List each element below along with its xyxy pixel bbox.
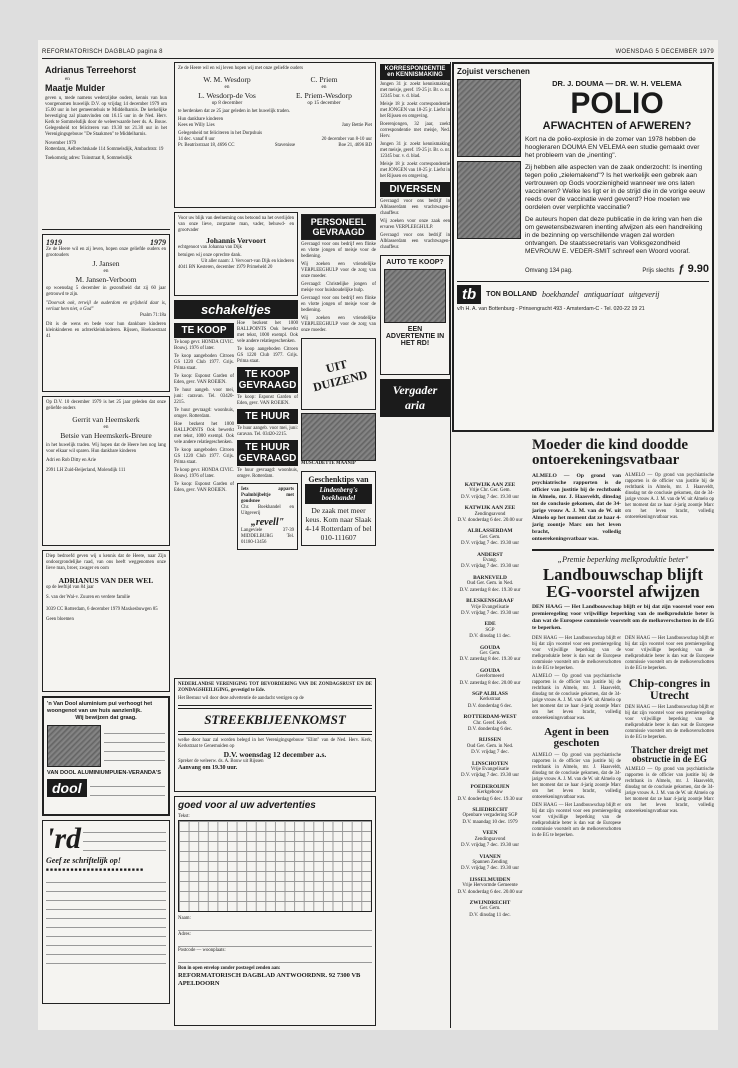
koop-item-7: Te koop aangeboden Citroen GS 1220 Club 1977. Grijs. Prima staat. [174,448,234,465]
wesdorp-priem-ad [174,62,376,208]
vergader-place: SGP ALBLASS [472,690,508,697]
landbouw-body-2: ALMELO — Op grond van psychiatrische rapporten is de officier van justitie bij de rechtbank in Almelo, mr. J. Haasveldt, dinsdag tot de conclusie gekomen, dat de 34-jarige vrouw A. J. M. van de W. uit Almelo op het moment dat ze haar 4-jarig zoontje Marc om het leven bracht, volledig ontoerekeningsvatbaar was. [532,674,621,722]
vergader-church: Vrije Hervormde Gemeente [462,883,518,889]
rd-logo: 'rd [46,822,82,855]
naam-label: Naam: [178,916,191,921]
car-illustration [384,269,446,323]
adres-line[interactable] [178,939,372,947]
announcement-date: November 1979 [45,140,77,146]
column-1 [42,62,170,1028]
vergader-date: D.V. zaterdag 8 dec. 20.00 uur [459,680,521,686]
polio-blurb-2: Zij hebben alle aspecten van de zaak onderzocht: Is inenting tegen polio „zielemakend"? Is het werkelijk een gebrek aan vertrouwen op Gods voorzienigheid wanneer we ons laten vaccineren? Welke les ligt er in de strijd die in de vorige eeuw reeds over de vaccinatie werd gevoerd? Hoe moeten we oordelen over verplichte vaccinatie? [525,164,705,211]
vergader-item [454,528,526,547]
vergader-item [454,691,526,710]
vv-sub: echtgenoot van Johanna van Dijk [178,245,242,250]
bride-name: Maatje Mulder [45,82,106,93]
vergader-item [454,761,526,780]
vergader-church: Ger. Gem. [479,906,501,912]
naam-line[interactable] [178,923,372,931]
huur-gevr-item: Te huur gevraagd: woonhuis, omgev. Rotterdam. [237,468,298,479]
vergader-item [454,621,526,640]
tb-logo: tb [457,285,481,304]
vergader-date: D.V. vrijdag 7 dec. 19.30 uur [460,866,520,872]
vergader-item [454,505,526,524]
vergader-church: Vrije Evangelisatie [470,604,510,610]
omvang: Omvang 134 pag. [525,268,573,274]
polio-title: POLIO [570,87,664,120]
korr-item-4: Jongen 31 jr. zoekt kennismaking met meisje, geref. 19-25 jr. Br. o. nr. 12345 bur. v. d. blad. [380,142,450,159]
headline-chip: Chip-congres in Utrecht [628,676,711,703]
announcement-text: geven u, mede namens wederzijdse ouders, kennis van hun voorgenomen huwelijk D.V. op vrijdag 14 december 1979 om 15.00 uur in het gemeentehuis te Middelharnis. De kerkelijke bevestiging zal plaatsvinden om 16.15 uur in de Ned. Herv. Kerk te Sommelsdijk door de weleerwaarde heer ds. A. Bouw. Gelegenheid tot feliciteren van 19.30 tot 21.30 uur in het Verenigingsgebouw "De Staakmen" te Middelharnis. [45,95,167,137]
vergader-item [454,737,526,756]
vergader-church: Kerkstraat [479,697,501,703]
vergader-church: Openbare vergadering SGP [462,813,518,819]
house-photo [47,725,101,767]
wp-name-3: C. Priem [310,75,338,84]
vergader-date: D.V. vrijdag 7 dec. [471,750,509,756]
wedding-announcement [42,62,170,230]
wp-kin-2: Jany Bettie Piet [341,123,372,129]
vergader-date: D.V. maandag 10 dec. 1979 [462,819,518,825]
zojuist-heading: Zojuist verschenen [457,67,530,76]
schakeltjes-banner: schakeltjes [174,300,298,319]
author-photo-velema [457,161,521,239]
vergader-date: D.V. vrijdag 7 dec. 19.30 uur [460,843,520,849]
korr-item-2: Meisje 18 jr. zoekt correspondentie met JONGEN van 18-25 jr. Liefst in het Rijssen en omgeving. [380,102,450,119]
heem-addr: 2991 LH Zuid-Beijerland, Molendijk 111 [46,467,126,473]
vergader-aria-banner: Vergader aria [380,379,450,417]
koop-item-8: Te koop gevr. HONDA CIVIC. Bouwj. 1976 of later. [174,468,234,479]
bon-text: Bon in open envelop zonder postzegel zenden aan: [178,966,281,971]
korr-item-1: Jongen 31 jr. zoekt kennismaking met meisje, geref. 19-25 jr. Br. o. nr. 12345 bur. v. d. blad. [380,82,450,99]
vergader-place: GOUDA [479,644,501,651]
auto-te-koop-ad [380,255,450,375]
column-3 [380,62,450,1028]
chip-body: DEN HAAG — Het Landbouwschap blijft er bij dat zijn voorstel voor een premieregeling voor vrijwillige beperking van de melkproduktie beter is dan wat de Europese commissie voorstelt om de melkoverschotten in de EG te beperken. [625,704,714,740]
prijs-value: ƒ 9.90 [678,263,709,275]
koop-item-11: Te koop aangeboden Citroen GS 1220 Club 1977. Grijs. Prima staat. [237,347,298,364]
vergader-item [454,877,526,896]
vergader-place: GOUDA [479,667,501,674]
rd-advertising-form [174,796,376,1026]
vergader-date: D.V. vrijdag 7 dec. 19.30 uur [460,494,520,500]
heem-en: en [103,424,109,430]
vergader-church: Spannen Zending [472,859,508,865]
te-huur-gevraagd-heading: TE HUUR GEVRAAGD [238,442,297,464]
header-right: WOENSDAG 5 DECEMBER 1979 [615,49,714,55]
death-age: op de leeftijd van 84 jaar [46,585,94,590]
vergader-place: ZWIJNDRECHT [469,899,511,906]
landbouw-body-3: DEN HAAG — Het Landbouwschap blijft er bij dat zijn voorstel voor een premieregeling voor vrijwillige beperking van de melkproduktie beter is dan wat de Europese commissie voorstelt om de melkoverschotten in de EG te beperken. [625,636,714,672]
heem-intro: Op D.V. 10 december 1979 is het 25 jaar geleden dat onze geliefde ouders [46,400,166,411]
wp-place: Stavenisse [274,143,296,149]
vergader-item [454,575,526,594]
vv-sig: Uit aller naam: J. Vervoort-van Dijk en kinderen [201,259,294,264]
vergader-place: BLESKENSGRAAF [466,598,514,605]
text-grid-input[interactable] [178,820,372,912]
agent-body: ALMELO — Op grond van psychiatrische rapporten is de officier van justitie bij de rechtbank in Almelo, mr. J. Haasveldt, dinsdag tot de conclusie gekomen, dat de 34-jarige vrouw A. J. M. van de W. uit Almelo op het moment dat ze haar 4-jarig zoontje Marc om het leven bracht, volledig ontoerekeningsvatbaar was. [532,752,621,800]
headline-landbouwschap: Landbouwschap blijft EG-voorstel afwijzen [542,564,704,601]
wp-intro: Ze de Heere wil en wij leven hopen wij met onze geliefde ouders [178,66,303,71]
vergader-date: D.V. vrijdag 7 dec. 19.30 uur [460,610,520,616]
uit-duizend-ad [301,338,376,410]
pers-item-4: Gevraagd voor ons bedrijf een flinke en vlotte jongen of meisje voor de bediening. [301,296,376,313]
header-left: REFORMATORISCH DAGBLAD pagina 8 [42,49,163,55]
zr-spreker: Spreker de weleerw. ds. A. Bouw uit Rijssen [178,759,264,764]
vergader-item [454,854,526,873]
vergader-church: Ger. Gem. [479,650,501,656]
adres-label: Adres: [178,932,191,937]
thatcher-body: ALMELO — Op grond van psychiatrische rapporten is de officier van justitie bij de rechtbank in Almelo, mr. J. Haasveldt, dinsdag tot de conclusie gekomen, dat de 34-jarige vrouw A. J. M. van de W. uit Almelo op het moment dat ze haar 4-jarig zoontje Marc om het leven bracht, volledig ontoerekeningsvatbaar was. [625,767,714,815]
landbouw-body-1: DEN HAAG — Het Landbouwschap blijft er bij dat zijn voorstel voor een premieregeling voor vrijwillige beperking van de melkproduktie beter is dan wat de Europese commissie voorstelt om de melkoverschotten in de EG te beperken. [532,636,621,672]
vergader-date: D.V. dinsdag 11 dec. [469,634,511,640]
bolland-address: v/h H. A. van Bottenburg - Prinsengracht 493 - Amsterdam-C - Tel. 020-22 19 21 [457,306,645,312]
streekbijeenkomst-title: STREEKBIJEENKOMST [204,712,346,727]
vergader-church: Gereformeerd [475,674,505,680]
pers-item-1: Gevraagd voor ons bedrijf een flinke en vlotte jongen of meisje voor de bediening. [301,242,376,259]
plaats-label: Postcode — woonplaats: [178,948,226,953]
vergader-date: D.V. donderdag 6 dec. [467,703,513,709]
anniv-verse: "Doorvak ook, terwijl de ouderdom en grijsheid daar is, verlaat hem niet, o God" [46,300,166,312]
death-sig: S. van der Wal-v. Zuuren en verdere familie [46,595,131,600]
vv-addr: 4041 BN Kesteren, december 1979 Primeheld 20 [178,265,273,270]
vergader-date: D.V. donderdag 6 dec. [467,727,513,732]
death-foot: Geen bloemen [46,617,74,622]
koop-item-10: Hoe bezkent het 1000 BALLPOINTS Ook bewerkt met tekst, 1000 exempl. Ook vele andere relatiegeschenken. [237,321,298,344]
vergader-date: D.V. donderdag 6 dec. 20.00 uur [457,889,523,895]
auto-heading: AUTO TE KOOP? [386,259,444,266]
wp-en-1: en [224,84,230,90]
page-header [42,48,714,59]
te-koop-gevraagd-heading: TE KOOP GEVRAAGD [238,369,297,391]
psalm-2: Chr. Boekhandel en Uitgeverij [241,505,294,516]
rd-ad-coupon: 'rd Geef ze schriftelijk op! ■ ■ ■ ■ ■ ■ ■ ■ ■ ■ ■ ■ ■ ■ ■ ■ ■ ■ ■ ■ ■ ■ ■ ■ [42,820,170,1004]
vergader-place: LINSCHOTEN [472,760,508,767]
koop-gevr-item: Te koop: Esponst Garden of Eden, gevr. VAN ROEIEN. [237,395,298,406]
psalm-1: Iets apparts Psalmbijbeltje met goudsnee [241,487,294,504]
vergader-item [454,830,526,849]
vergader-date: D.V. zaterdag 8 dec. 19.30 uur [459,587,521,593]
vergader-date: D.V. vrijdag 7 dec. 19.30 uur [460,773,520,779]
pers-item-3: Gevraagd: Christelijke jongen of meisje voor huishoudelijke hulp. [301,282,376,293]
moeder-body: ALMELO — Op grond van psychiatrische rapporten is de officier van justitie bij de rechtbank in Almelo, mr. J. Haasveldt, dinsdag tot de conclusie gekomen, dat de 34-jarige vrouw A. J. M. van de W. uit Almelo op het moment dat ze haar 4-jarig zoontje Marc om het leven bracht, volledig ontoerekeningsvatbaar was. [625,472,714,520]
heem-name-1: Gerrit van Heemskerk [72,415,140,424]
div-item-3: Gevraagd voor ons bedrijf in Alblasserdam een vrachtwagen-chauffeur. [380,233,450,250]
vergader-place: BARNEVELD [473,574,507,581]
zr-text2: welke door haar zal worden belegd in het Verenigingsgebouw "Elim" van de Ned. Herv. Kerk, Kerkstraat te Genemuiden op [178,738,372,749]
vergader-church: Zendingsavond [474,511,506,517]
muscadette-label: MUSCADETTE MAANIP [301,461,356,466]
lindenberg-logo: Lindenberg's boekhandel [305,484,372,504]
vergader-place: KATWIJK AAN ZEE [464,505,516,512]
newspaper-page [38,40,718,1030]
tekst-label: Tekst: [178,814,190,819]
muscadette-photo [301,413,376,461]
vergader-church: SGP [485,627,495,633]
wp-en-2: en [321,84,327,90]
div-item-2: Wij zoeken voor onze zaak een ervaren VERPLEEGHULP. [380,219,450,230]
koop-item-2: Te koop aangeboden Citroen GS 1220 Club 1977. Grijs. Prima staat. [174,354,234,371]
wp-d3: 14 dec. vanaf 8 uur [178,137,215,143]
wp-name-2: L. Wesdorp-de Vos [198,90,256,100]
wp-date-1: op 8 december [211,99,243,106]
vergader-item [454,784,526,803]
geef-text: Geef ze schriftelijk op! [46,856,121,865]
goed-voor-headline: goed voor al uw advertenties [178,800,316,811]
uit-duizend-text: UIT DUIZEND [311,356,369,395]
koop-item-1: Te koop gevr. HONDA CIVIC. Bouwj. 1976 of later. [174,340,234,351]
revell-logo: „revell" [250,517,285,528]
wp-gel: Gelegenheid tot feliciteren in het Dorpshuis [178,131,263,137]
vergader-list [454,482,526,923]
vergader-church: Oud Ger. Gem. in Ned. [466,743,514,749]
vergader-item [454,482,526,501]
pers-item-2: Wij zoeken een vriendelijke VERPLEEGHULP voor de zorg van onze moeder. [301,262,376,279]
antwoordnr: REFORMATORISCH DAGBLAD ANTWOORDNR. 92 7300 VB APELDOORN [178,972,361,987]
boekhandel-label: boekhandel [541,290,579,299]
anniv-name-1: J. Jansen [92,259,120,268]
lindenberg-text: De zaak met meer keus. Kom naar Slaak 4-14 Rotterdam of bel 010-111607 [305,506,372,542]
vv-intro: Voor uw blijk van deelneming ons betoond na het overlijden van onze lieve, zorgzame man, vader, behuwd- en grootvader [178,216,294,233]
koop-item-3: Te koop: Esponst Garden of Eden, gevr. VAN ROEIEN. [174,374,234,385]
vergader-place: ANDERST [477,551,503,558]
korrespondentie-heading: KORRESPONDENTIE en KENNISMAKING [380,64,450,80]
landbouw-lead: DEN HAAG — Het Landbouwschap blijft er bij dat zijn voorstel voor een premieregeling voor vrijwillige beperking van de melkproduktie beter is dan wat de Europese commissie voorstelt om de melkoverschotten in de EG te beperken. [532,604,714,632]
authors: DR. J. DOUMA — DR. W. H. VELEMA [552,79,682,88]
vergader-church: Ger. Gem. [479,534,501,540]
vergader-date: D.V. donderdag 6 dec. 19.30 uur [457,796,523,802]
vergader-item [454,807,526,826]
heem-sig: Adri en Rob Ditty en Arie [46,457,96,463]
plaats-line[interactable] [178,955,372,963]
anniv-ref: Psalm 71:18a [140,312,166,318]
death-notice [42,550,170,692]
pers-item-5: Wij zoeken een vriendelijke VERPLEEGHULP voor de zorg van onze moeder. [301,316,376,333]
psalmbijbel-ad [237,483,298,550]
death-name: ADRIANUS VAN DER WEL [58,576,154,585]
ton-bolland: TON BOLLAND [486,291,537,298]
huur-item: Te huur aangeb. voor mei, juni: caravan. Tel. 03420-2215. [237,426,298,437]
heem-text: in het huwelijk traden. Wij hopen dat de Heere hen nog lang voor elkaar wil sparen. Hun dankbare kinderen [46,442,166,454]
vergader-church: Evang. [482,558,498,564]
te-huur-heading: TE HUUR [237,409,298,424]
psalm-3: Langeviele 37-39 MIDDELBURG Tel. 01180-13456 [241,528,294,545]
author-photo-douma [457,79,521,157]
wp-kin-1: Kees en Willy Lies [178,123,215,129]
wp-name-4: E. Priem-Wesdorp [296,90,352,100]
vergader-date: D.V. donderdag 6 dec. 20.00 uur [457,518,523,524]
vergader-item [454,645,526,664]
vergader-date: D.V. vrijdag 7 dec. 19.30 uur [460,541,520,547]
future-address: Toekomstig adres: Tuinstraat 8, Sommelsdijk [45,155,132,161]
lindenberg-ad [301,471,376,546]
anniv-intro: Ze de Heere wil en zij leven, hopen onze geliefde ouders en grootouders [46,247,166,258]
vergader-date: D.V. zaterdag 8 dec. 19.30 uur [459,657,521,663]
wp-a1: Pr. Beatrixstraat 18, 4696 CC [178,143,235,149]
vergader-church: Oud Ger. Gem. in Ned. [466,581,514,587]
koop-item-4: Te huur aangeb. voor mei, juni: caravan. Tel. 03420-2215. [174,388,234,405]
column-2 [174,62,376,1028]
headline-agent: Agent in been geschoten [544,726,609,750]
zr-date: D.V. woensdag 12 december a.s. [223,750,327,759]
koop-item-5: Te huur gevraagd: woonhuis, omgev. Rotterdam. [174,408,234,419]
te-koop-heading: TE KOOP [174,323,234,338]
wp-name-1: W. M. Wesdorp [203,75,251,84]
vergader-church: Zendingsavond [474,836,506,842]
wp-text2: te herdenken dat ze 25 jaar geleden in het huwelijk traden. [178,109,291,115]
zr-aanvang: Aanvang om 19.30 uur. [178,765,238,771]
vergader-church: Vrije Evangelisatie [470,767,510,773]
vv-text2: betuigen wij onze oprechte dank. [178,253,242,258]
vergader-item [454,552,526,571]
van-dool-ad [42,696,170,816]
moeder-lead: ALMELO — Op grond van psychiatrische rapporten is de officier van justitie bij de rechtbank in Almelo, mr. J. Haasveldt, dinsdag tot de conclusie gekomen, dat de 34-jarige vrouw A. J. M. van de W. uit Almelo op het moment dat ze haar 4-jarig zoontje Marc om het leven bracht, volledig ontoerekeningsvatbaar was. [532,472,621,542]
anniv-foot: Dit is de wens en bede voor hun dankbare kinderen kleinkinderen en achterkleinkinderen. Rijssen, Hoeksestraat 41 [46,321,166,339]
vandool-title: 'n Van Dool aluminium pui verhoogt het woongenot van uw huis aanzienlijk. [47,701,153,714]
personeel-heading: PERSONEEL GEVRAAGD [301,214,376,240]
anniversary-jansen [42,234,170,392]
year-1919: 1919 [46,238,62,247]
vergader-date: D.V. dinsdag 11 dec. [469,912,511,918]
announcement-address: Rotterdam, Aelbrechtskade 114 Sommelsdijk, Ambachtstr. 19 [45,146,164,152]
vergader-place: VEEN [482,830,498,837]
vergader-item [454,900,526,919]
anniv-text: op woensdag 5 december in gezondheid dat zij 60 jaar getrouwd te zijn. [46,285,166,297]
polio-blurb-1: Kort na de polio-explosie in de zomer van 1978 hebben de hoogleraren DOUMA EN VELEMA een studie gemaakt over het probleem van de „inenting". [525,136,700,159]
vergader-item [454,714,526,733]
prijs-label: Prijs slechts [642,268,675,274]
wp-foot: Hun dankbare kinderen [178,117,224,123]
korr-item-3: Boerenjongen, 32 jaar, zoekt correspondentie met meisje, Ned. Herv. [380,122,450,139]
zr-title: NEDERLANDSE VERENIGING TOT BEVORDERING VAN DE ZONDAGSRUST EN DE ZONDAGSHEILIGING, gevestigd te Ede. [178,682,372,693]
vergader-date: D.V. vrijdag 7 dec. 19.30 uur [460,564,520,570]
polio-book-ad-content [452,62,714,432]
death-intro: Diep bedroefd geven wij u kennis dat de Heere, naar Zijn ondoorgrondelijke raad, van ons heeft weggenomen onze lieve man, broer, zwager en oom [46,554,166,571]
uitgeverij-label: uitgeverij [628,290,660,299]
koop-item-6: Hoe bezkent het 1000 BALLPOINTS Ook bewerkt met tekst, 1000 exempl. Ook vele andere relatiegeschenken. [174,422,234,445]
auto-cta: EEN ADVERTENTIE IN HET RD! [385,326,445,347]
vergader-place: IJSSELMUIDEN [469,876,511,883]
wp-date-2: op 15 december [307,99,341,106]
wp-d4: 20 december van 8-10 uur [321,137,372,143]
zr-text: Het Bestuur wil door deze advertentie de aandacht vestigen op de [178,696,304,701]
groom-name: Adrianus Terreehorst [45,65,136,75]
vergader-item [454,668,526,687]
dool-logo: dool [47,779,87,797]
vergader-place: ALBLASSERDAM [467,528,513,535]
agent-body-2: DEN HAAG — Het Landbouwschap blijft er bij dat zijn voorstel voor een premieregeling voor vrijwillige beperking van de melkproduktie beter is dan wat de Europese commissie voorstelt om de melkoverschotten in de EG te beperken. [532,802,621,838]
en-text: en [65,76,70,82]
news-section [532,438,714,1028]
diversen-heading: DIVERSEN [380,182,450,197]
vergader-place: RIJSSEN [478,737,502,744]
zondagsrust-ad [174,678,376,792]
vervoort-ad [174,212,298,296]
polio-blurb-3: De auteurs hopen dat deze publicatie in de kring van hen die om gewetensbezwaren inenting afwijzen als een handreiking in de bezinning op verschillende vragen zal worden ontvangen. De staatssecretaris van Volksgezondheid MEVROUW E. VEDER-SMIT schreef een Woord vooraf. [525,216,703,255]
wp-a2: Boe 21, 4696 BD [338,143,372,149]
year-1979: 1979 [150,238,166,247]
vergader-place: POEDEROIJEN [470,783,510,790]
anniv-en: en [103,268,109,274]
vv-name: Johannis Vervoort [206,236,266,245]
vandool-company: VAN DOOL ALUMINIUMPUIEN-VERANDA'S [47,770,162,776]
koop-item-9: Te koop: Esponst Garden of Eden, gevr. VAN ROEIEN. [174,482,234,493]
vergader-church: Kerkgebouw [477,790,503,796]
death-addr: 3039 CC Rotterdam, 6 december 1979 Maxkesbuwgen 85 [46,607,158,612]
korr-item-5: Meisje 18 jr. zoekt correspondentie met JONGEN van 18-25 jr. Liefst in het Rijssen en omgeving. [380,162,450,179]
vergader-place: SLIEDRECHT [472,807,508,814]
heem-name-2: Betsie van Heemskerk-Breure [60,430,152,440]
vandool-sub: Wij bewijzen dat graag. [75,715,137,721]
headline-thatcher: Thatcher dreigt met obstructie in de EG [630,744,709,764]
premie-quote: „Premie beperking melkproduktie beter" [557,554,689,564]
div-item-1: Gevraagd voor ons bedrijf in Alblasserdam een vrachtwagen-chauffeur. [380,199,450,216]
vergader-place: KATWIJK AAN ZEE [464,482,516,488]
gesch-title: Geschenktips van [308,475,369,484]
vergader-place: VIANEN [479,853,501,860]
anniv-name-2: M. Jansen-Verboom [75,274,137,284]
vergader-church: Chr. Geref. Kerk [473,720,507,726]
vergader-item [454,598,526,617]
afwachten-title: AFWACHTEN of AFWEREN? [542,120,692,132]
antiquariaat-label: antiquariaat [583,290,624,299]
vergader-place: EDE [484,621,496,628]
vergader-church: Vrije Chr. Ger. Gem. [469,488,511,494]
headline-moeder: Moeder die kind doodde ontoerekeningsvatbaar [532,438,688,469]
vergader-place: ROTTERDAM-WEST [463,714,517,721]
anniversary-heemskerk [42,396,170,546]
